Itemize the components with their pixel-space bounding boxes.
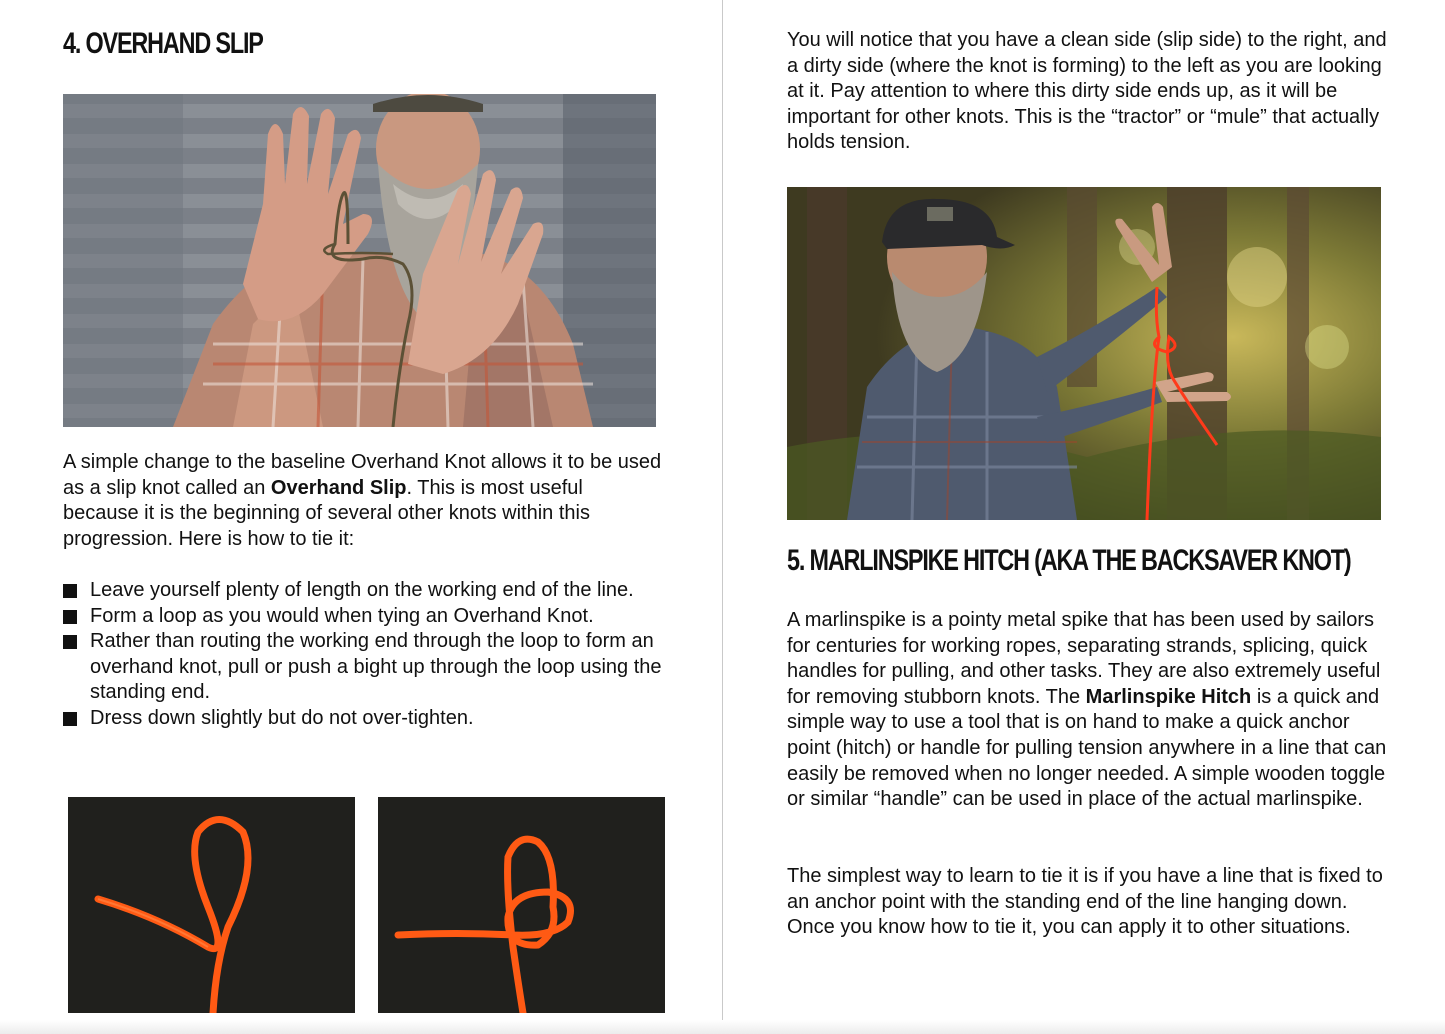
bullet-square-icon xyxy=(63,610,77,624)
bottom-edge xyxy=(0,1020,1445,1034)
list-item xyxy=(63,604,663,630)
overhand-slip-steps xyxy=(63,578,663,732)
section-heading-overhand-slip: 4. OVERHAND SLIP xyxy=(63,27,263,60)
bullet-square-icon xyxy=(63,635,77,649)
marlinspike-bold-term: Marlinspike Hitch xyxy=(1085,685,1252,708)
intro-text-end: . This is most useful because it is the beginning of several other knots within this progression. Here is how to tie it: xyxy=(63,476,590,550)
slip-side-paragraph: You will notice that you have a clean side (slip side) to the right, and a dirty side (where the knot is forming) to the left as you are looking at it. Pay attention to where this dirty side ends up, as it will be important for other knots. This is the “tractor” or “mule” that actually holds tension. xyxy=(787,29,1387,154)
step-text: Leave yourself plenty of length on the working end of the line. xyxy=(90,579,634,601)
step-text: Form a loop as you would when tying an Overhand Knot. xyxy=(90,604,594,627)
list-item xyxy=(63,578,663,604)
marlinspike-text-end: is a quick and simple way to use a tool that is on hand to make a quick anchor point (hitch) or handle for pulling tension anywhere in a line that can easily be removed when no longer needed. A simple wooden toggle or similar “handle” can be used in place of the actual marlinspike. xyxy=(787,685,1387,811)
intro-bold-term: Overhand Slip xyxy=(270,476,407,499)
list-item xyxy=(63,629,663,706)
section-heading-marlinspike-hitch: 5. MARLINSPIKE HITCH (AKA THE BACKSAVER KNOT) xyxy=(787,544,1351,577)
rope-bight-photo xyxy=(378,797,665,1013)
marlinspike-text: A marlinspike is a pointy metal spike that has been used by sailors for centuries for working ropes, separating strands, splicing, quick handles for pulling, and other tasks. They are also extremely useful for removing stubborn knots. The xyxy=(787,609,1381,708)
bullet-square-icon xyxy=(63,712,77,726)
right-page xyxy=(723,0,1445,1034)
step-text: Rather than routing the working end through the loop to form an overhand knot, pull or push a bight up through the loop using the standing end. xyxy=(90,630,662,704)
list-item xyxy=(63,706,663,732)
overhand-slip-photo xyxy=(63,94,656,427)
step-text: Dress down slightly but do not over-tighten. xyxy=(90,706,474,729)
marlinspike-photo xyxy=(787,187,1381,520)
left-page xyxy=(0,0,722,1034)
overhand-slip-intro xyxy=(63,450,663,552)
intro-text: A simple change to the baseline Overhand Knot allows it to be used as a slip knot called an xyxy=(63,451,662,499)
tying-instructions-paragraph: The simplest way to learn to tie it is if you have a line that is fixed to an anchor point with the standing end of the line hanging down. Once you know how to tie it, you can apply it to other situations. xyxy=(787,865,1383,939)
rope-loop-photo xyxy=(68,797,355,1013)
bullet-square-icon xyxy=(63,584,77,598)
marlinspike-description xyxy=(787,608,1387,813)
